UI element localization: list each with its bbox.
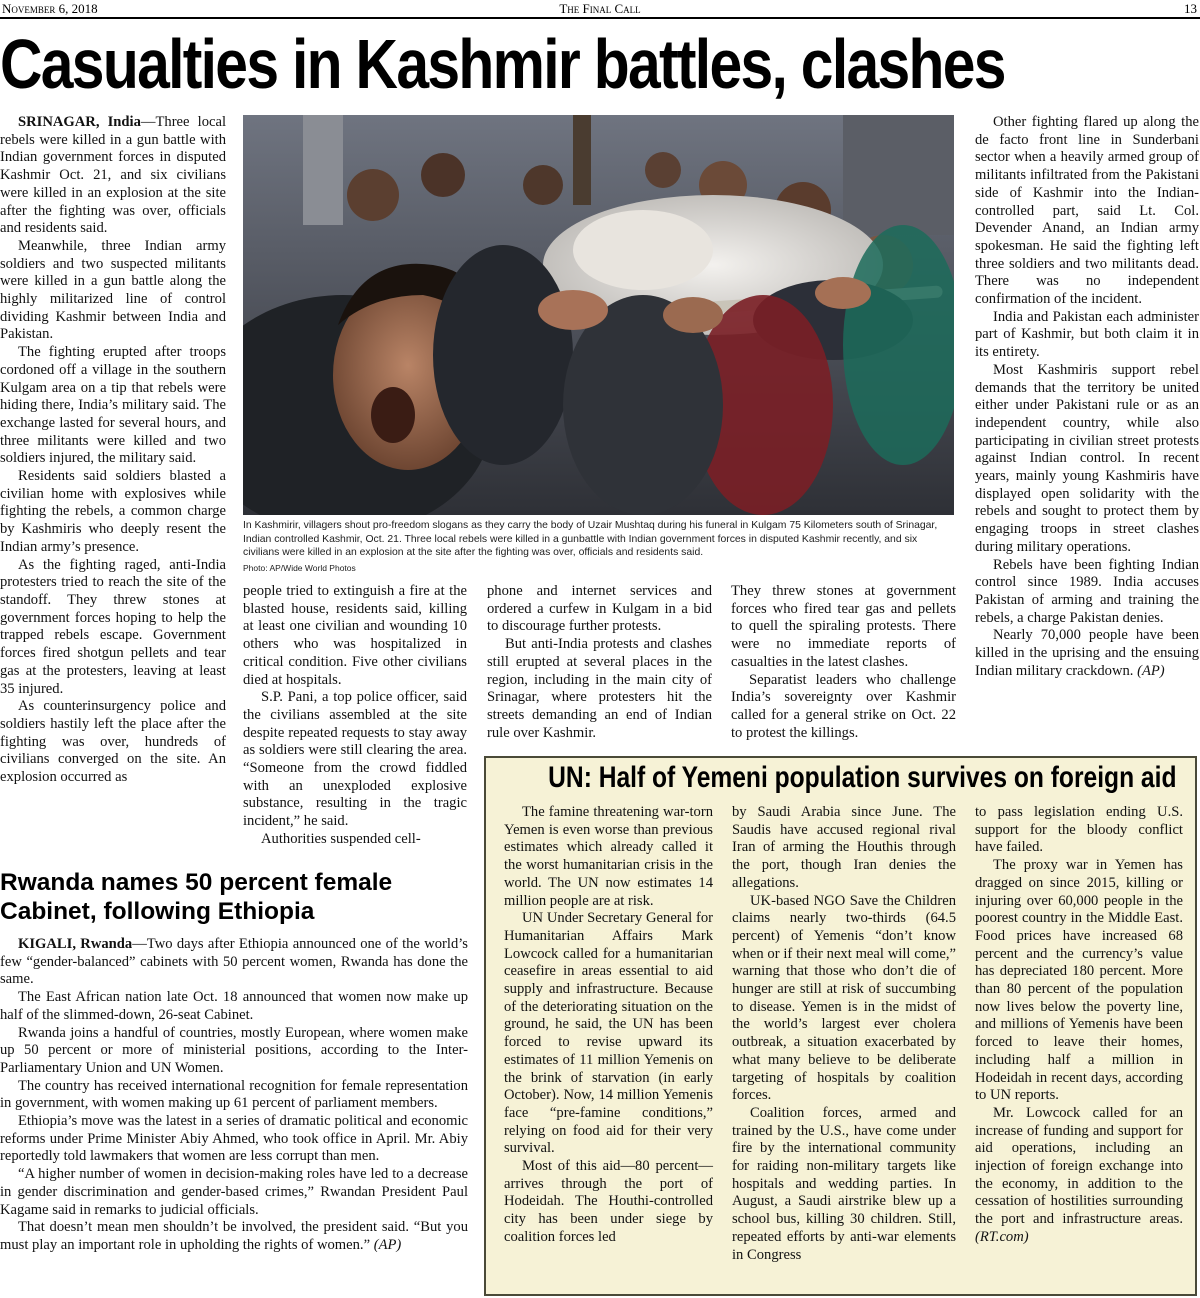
paragraph bbox=[0, 1113, 468, 1166]
paragraph-text: Most of this aid—80 percent—arrives through the port of Hodeidah. The Houthi-controlled city has been under siege by coalition forces led bbox=[504, 1158, 713, 1245]
paragraph-text: Rwanda joins a handful of countries, mostly European, where women make up 50 percent or more of ministerial positions, according to the Inter-Parliamentary Union and UN Women. bbox=[0, 1024, 468, 1076]
paragraph-text: Mr. Lowcock called for an increase of funding and support for aid operations, including an injection of foreign exchange into the economy, in addition to the cessation of hostilities surrounding the port and infrastructure areas. bbox=[975, 1104, 1183, 1228]
paragraph bbox=[732, 804, 956, 893]
paragraph bbox=[975, 804, 1183, 857]
paragraph-text: The country has received international recognition for female representation in government, with women making up 61 percent of parliament members. bbox=[0, 1077, 468, 1112]
paragraph bbox=[975, 362, 1199, 557]
paragraph-text: to pass legislation ending U.S. support for the bloody conflict have failed. bbox=[975, 804, 1183, 856]
paragraph-text: Residents said soldiers blasted a civilian home with explosives while fighting the rebels, a common charge by Kashmiris who deeply resent the Indian army’s presence. bbox=[0, 468, 226, 555]
paragraph bbox=[731, 583, 956, 672]
paragraph bbox=[504, 804, 713, 910]
paragraph bbox=[504, 910, 713, 1158]
paragraph bbox=[243, 583, 467, 689]
kashmir-headline: Casualties in Kashmir battles, clashes bbox=[0, 25, 1005, 103]
funeral-photo bbox=[243, 115, 954, 515]
paragraph-text: phone and internet services and ordered a curfew in Kulgam in a bid to discourage further protests. bbox=[487, 583, 712, 635]
paragraph-text: UN Under Secretary General for Humanitarian Affairs Mark Lowcock called for a humanitarian ceasefire in areas essential to aid supply and infrastructure. Because of the deteriorating situation on the ground, he said, the UN has been forced to revise upward its estimates of 11 million Yemenis on the brink of starvation (in early October). Now, 14 million Yemenis face “pre-famine conditions,” relying on food aid for their very survival. bbox=[504, 910, 713, 1157]
issue-date: November 6, 2018 bbox=[2, 1, 98, 16]
paragraph-text: As the fighting raged, anti-India protesters tried to reach the site of the standoff. They threw stones at government forces hoping to help the trapped rebels escape. Government forces fired shotgun pellets and tear gas at the protesters, leaving at least 35 injured. bbox=[0, 556, 226, 697]
paragraph bbox=[975, 114, 1199, 309]
paragraph-text: But anti-India protests and clashes still erupted at several places in the region, including in the main city of Srinagar, where protesters hit the streets demanding an end of Indian rule over Kashmir. bbox=[487, 636, 712, 741]
paragraph-text: The fighting erupted after troops cordoned off a village in the southern Kulgam area on a tip that rebels were hiding there, India’s military said. The exchange lasted for several hours, and three militants were killed and two soldiers injured, the military said. bbox=[0, 344, 226, 467]
paragraph bbox=[0, 1025, 468, 1078]
paragraph-text: S.P. Pani, a top police officer, said the civilians assembled at the site despite repeated requests to stay away as soldiers were still clearing the area. “Someone from the crowd fiddled with an unexploded explosive substance, resulting in the tragic incident,” he said. bbox=[243, 689, 467, 830]
paragraph bbox=[0, 114, 226, 238]
photo-caption-text: In Kashmirir, villagers shout pro-freedom slogans as they carry the body of Uzair Mushtaq during his funeral in Kulgam 75 Kilometers south of Srinagar, Indian controlled Kashmir, Oct. 21. Three local rebels were killed in a gunbattle with Indian government forces in disputed Kashmir recently, and six civilians were killed in an explosion at the site after the fighting was over, officials and residents said. bbox=[243, 520, 938, 559]
dateline: KIGALI, Rwanda bbox=[18, 936, 133, 952]
paragraph-text: —Three local rebels were killed in a gun battle with Indian government forces in disputed Kashmir Oct. 21, and six civilians were killed in an explosion at the site after the fighting was over, officials and residents said. bbox=[0, 114, 226, 237]
page-number: 13 bbox=[1184, 1, 1197, 16]
paragraph bbox=[975, 857, 1183, 1105]
paragraph-text: That doesn’t mean men shouldn’t be involved, the president said. “But you must play an important role in upholding the rights of women.” bbox=[0, 1219, 468, 1253]
paragraph bbox=[0, 936, 468, 989]
funeral-photo-illustration bbox=[243, 115, 954, 515]
paragraph bbox=[487, 636, 712, 742]
publication-name: The Final Call bbox=[559, 1, 641, 16]
dateline: SRINAGAR, India bbox=[18, 114, 141, 130]
paragraph-text: Meanwhile, three Indian army soldiers and two suspected militants were killed in a gun battle along the highly militarized line of control dividing Kashmir between India and Pakistan. bbox=[0, 237, 226, 343]
paragraph-text: people tried to extinguish a fire at the blasted house, residents said, killing at least one civilian and wounding 10 others who was hospitalized in critical condition. Five other civilians died at hospitals. bbox=[243, 583, 467, 688]
paragraph bbox=[487, 583, 712, 636]
paragraph-text: Other fighting flared up along the de facto front line in Sunderbani sector when a heavily armed group of militants infiltrated from the Pakistani side of Kashmir into the Indian-controlled part, said Lt. Col. Devender Anand, an Indian army spokesman. He said the fighting left three soldiers and two militants dead. There was no independent confirmation of the incident. bbox=[975, 114, 1199, 308]
paragraph bbox=[0, 989, 468, 1024]
paragraph-text: As counterinsurgency police and soldiers hastily left the place after the fighting was over, hundreds of civilians converged on the site. An explosion occurred as bbox=[0, 698, 226, 786]
paragraph-text: India and Pakistan each administer part of Kashmir, but both claim it in its entirety. bbox=[975, 308, 1199, 361]
page-header bbox=[0, 0, 1200, 17]
kashmir-column-2 bbox=[243, 583, 467, 849]
paragraph-text: Separatist leaders who challenge India’s sovereignty over Kashmir called for a general strike on Oct. 22 to protest the killings. bbox=[731, 671, 956, 741]
paragraph-text: Nearly 70,000 people have been killed in the uprising and the ensuing Indian military crackdown. bbox=[975, 627, 1199, 679]
header-rule bbox=[0, 17, 1200, 19]
paragraph bbox=[0, 344, 226, 468]
rwanda-body bbox=[0, 936, 468, 1255]
paragraph bbox=[0, 557, 226, 699]
paragraph-text: Most Kashmiris support rebel demands that the territory be united either under Pakistani rule or as an independent country, while also participating in civilian street protests against Indian control. In recent years, mainly young Kashmiris have displayed open solidarity with the rebels and sought to protect them by engaging troops in street clashes during military operations. bbox=[975, 361, 1199, 555]
paragraph bbox=[0, 238, 226, 344]
paragraph-text: Coalition forces, armed and trained by the U.S., have come under fire by the international community for raiding non-military targets like hospitals and wedding parties. In August, a Saudi airstrike blew up a school bus, killing 30 children. Still, repeated efforts by anti-war elements in Congress bbox=[732, 1104, 956, 1263]
kashmir-column-3 bbox=[487, 583, 712, 742]
paragraph bbox=[975, 627, 1199, 680]
paragraph bbox=[0, 1078, 468, 1113]
rwanda-headline: Rwanda names 50 percent female Cabinet, following Ethiopia bbox=[0, 869, 393, 925]
yemen-column-1 bbox=[504, 804, 713, 1247]
kashmir-column-1 bbox=[0, 114, 226, 787]
yemen-column-2 bbox=[732, 804, 956, 1264]
photo-credit: Photo: AP/Wide World Photos bbox=[243, 562, 356, 573]
paragraph bbox=[0, 1219, 468, 1254]
yemen-headline: UN: Half of Yemeni population survives on foreign aid bbox=[548, 761, 1177, 794]
paragraph bbox=[504, 1158, 713, 1247]
photo-caption bbox=[243, 519, 954, 575]
paragraph-text: “A higher number of women in decision-making roles have led to a decrease in gender discrimination and gender-based crimes,” Rwandan President Paul Kagame said in remarks to judicial officials. bbox=[0, 1166, 468, 1218]
paragraph-text: The East African nation late Oct. 18 announced that women now make up half of the slimmed-down, 26-seat Cabinet. bbox=[0, 989, 468, 1023]
paragraph-text: The famine threatening war-torn Yemen is even worse than previous estimates which already called it the worst humanitarian crisis in the world. The UN now estimates 14 million people are at risk. bbox=[504, 804, 713, 909]
story-source: (RT.com) bbox=[975, 1228, 1029, 1245]
paragraph bbox=[975, 557, 1199, 628]
yemen-column-3 bbox=[975, 804, 1183, 1247]
paragraph bbox=[731, 672, 956, 743]
paragraph-text: They threw stones at government forces who fired tear gas and pellets to quell the spiraling protests. There were no immediate reports of casualties in the latest clashes. bbox=[731, 583, 956, 670]
paragraph-text: by Saudi Arabia since June. The Saudis have accused regional rival Iran of arming the Houthis through the port, though Iran denies the allegations. bbox=[732, 804, 956, 891]
story-source: (AP) bbox=[1133, 662, 1165, 679]
paragraph bbox=[975, 1105, 1183, 1247]
paragraph-text: Authorities suspended cell- bbox=[261, 830, 421, 847]
paragraph-text: Ethiopia’s move was the latest in a series of dramatic political and economic reforms under Prime Minister Abiy Ahmed, who took office in April. Mr. Abiy reportedly told lawmakers that women are less corrupt than men. bbox=[0, 1113, 468, 1165]
paragraph bbox=[243, 831, 467, 849]
kashmir-column-5 bbox=[975, 114, 1199, 681]
kashmir-column-4 bbox=[731, 583, 956, 742]
paragraph-text: The proxy war in Yemen has dragged on since 2015, killing or injuring over 60,000 people in the poorest country in the Middle East. Food prices have increased 68 percent and the currency’s value has depreciated 180 percent. More than 80 percent of the population now lives below the poverty line, and millions of Yemenis have been forced to leave their homes, including half a million in Hodeidah in recent days, according to UN reports. bbox=[975, 857, 1183, 1104]
paragraph bbox=[732, 1105, 956, 1264]
paragraph bbox=[0, 1166, 468, 1219]
paragraph-text: —Two days after Ethiopia announced one of the world’s few “gender-balanced” cabinets with 50 percent women, Rwanda has done the same. bbox=[0, 936, 468, 988]
paragraph bbox=[0, 698, 226, 787]
paragraph bbox=[243, 689, 467, 831]
paragraph bbox=[0, 468, 226, 557]
paragraph bbox=[732, 893, 956, 1105]
paragraph-text: Rebels have been fighting Indian control since 1989. India accuses Pakistan of arming and training the rebels, a charge Pakistan denies. bbox=[975, 556, 1199, 626]
paragraph-text: UK-based NGO Save the Children claims nearly two-thirds (64.5 percent) of Yemenis “don’t know when or if their next meal will come,” warning that those who don’t die of hunger are still at risk of succumbing to disease. Yemen is in the midst of the world’s largest ever cholera outbreak, a situation exacerbated by what many believe to be deliberate targeting of hospitals by coalition forces. bbox=[732, 892, 956, 1104]
story-source: (AP) bbox=[370, 1236, 402, 1253]
paragraph bbox=[975, 309, 1199, 362]
